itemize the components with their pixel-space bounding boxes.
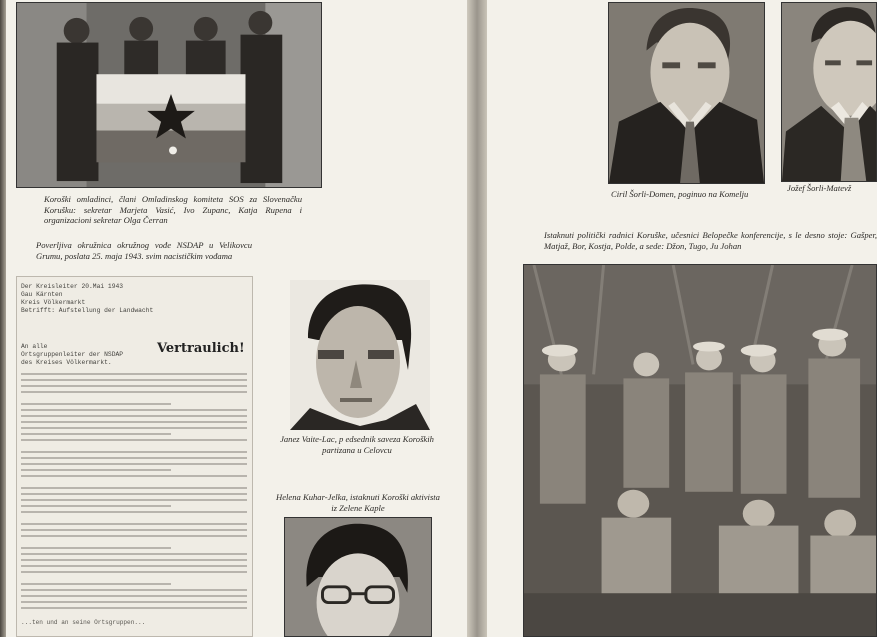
letter-text-line (21, 463, 247, 465)
letter-text-line (21, 451, 247, 453)
letter-text-line (21, 469, 171, 471)
letter-caption: Poverljiva okružnica okružnog vođe NSDAP u Velikovcu Grumu, poslata 25. maja 1943. svim nacističkim vođama (36, 240, 252, 261)
letter-text-line (21, 415, 247, 417)
letter-text-line (21, 505, 171, 507)
letter-text-line (21, 403, 171, 405)
letter-text-line (21, 493, 247, 495)
letter-text-line (21, 409, 247, 411)
confidential-letter (16, 276, 253, 637)
letter-text-line (21, 499, 247, 501)
letter-text-line (21, 529, 247, 531)
letter-text-line (21, 475, 247, 477)
photo-youth-with-flag (16, 2, 322, 188)
letter-text-line (21, 427, 247, 429)
photo-political-workers-group (523, 264, 877, 637)
letter-text-line (21, 457, 247, 459)
letter-title: Vertraulich! (157, 341, 245, 356)
letter-address-line: des Kreises Völkermarkt. (21, 359, 112, 366)
letter-text-line (21, 583, 171, 585)
letter-text-line (21, 553, 247, 555)
letter-text-line (21, 385, 247, 387)
group-photo-caption: Istaknuti politički radnici Koruške, učesnici Belopečke konferencije, s le desno stoje: Gašper, Matjaž, Bor, Kostja, Polde, a sede: Džon, Tugo, Ju Johan (544, 230, 877, 251)
letter-text-line (21, 535, 247, 537)
letter-header-line: Der Kreisleiter 20.Mai 1943 (21, 283, 124, 290)
letter-text-line (21, 373, 247, 375)
letter-address-line: Ortsgruppenleiter der NSDAP (21, 351, 124, 358)
letter-text-line (21, 547, 171, 549)
portrait-ciril-caption: Ciril Šorli-Domen, poginuo na Komelju (611, 189, 749, 199)
letter-address-line: An alle (21, 343, 48, 350)
letter-closing-line: ...ten und an seine Ortsgruppen... (21, 619, 146, 626)
letter-text-line (21, 433, 171, 435)
letter-text-line (21, 589, 247, 591)
portrait-janez-caption: Janez Vaite-Lac, p edsednik saveza Koroških partizana u Celovcu (280, 434, 434, 455)
book-gutter (467, 0, 487, 637)
portrait-ciril-sorli (608, 2, 765, 184)
portrait-helena-kuhar (284, 517, 432, 637)
letter-text-line (21, 595, 247, 597)
letter-text-line (21, 379, 247, 381)
photo-youth-caption: Koroški omladinci, člani Omladinskog komiteta SOS za Slovenačku Korušku: sekretar Marjeta Vasić, Ivo Zupanc, Katja Rupena i organizacioni sekretar Olga Čerran (44, 194, 302, 225)
letter-text-line (21, 601, 247, 603)
letter-text-line (21, 523, 247, 525)
portrait-janez-vaite (290, 280, 430, 430)
portrait-helena-caption: Helena Kuhar-Jelka, istaknuti Koroški aktivista iz Zelene Kaple (276, 492, 440, 513)
portrait-jozef-sorli (781, 2, 877, 182)
letter-text-line (21, 439, 247, 441)
letter-text-line (21, 607, 247, 609)
letter-text-line (21, 571, 247, 573)
letter-header-line: Kreis Völkermarkt (21, 299, 86, 306)
letter-text-line (21, 511, 247, 513)
letter-text-line (21, 421, 247, 423)
letter-text-line (21, 565, 247, 567)
letter-header-line: Gau Kärnten (21, 291, 63, 298)
letter-text-line (21, 559, 247, 561)
letter-text-line (21, 487, 247, 489)
portrait-jozef-caption: Jožef Šorli-Matevž (787, 183, 852, 193)
letter-text-line (21, 391, 247, 393)
left-page-edge (0, 0, 6, 637)
letter-header-line: Betrifft: Aufstellung der Landwacht (21, 307, 154, 314)
